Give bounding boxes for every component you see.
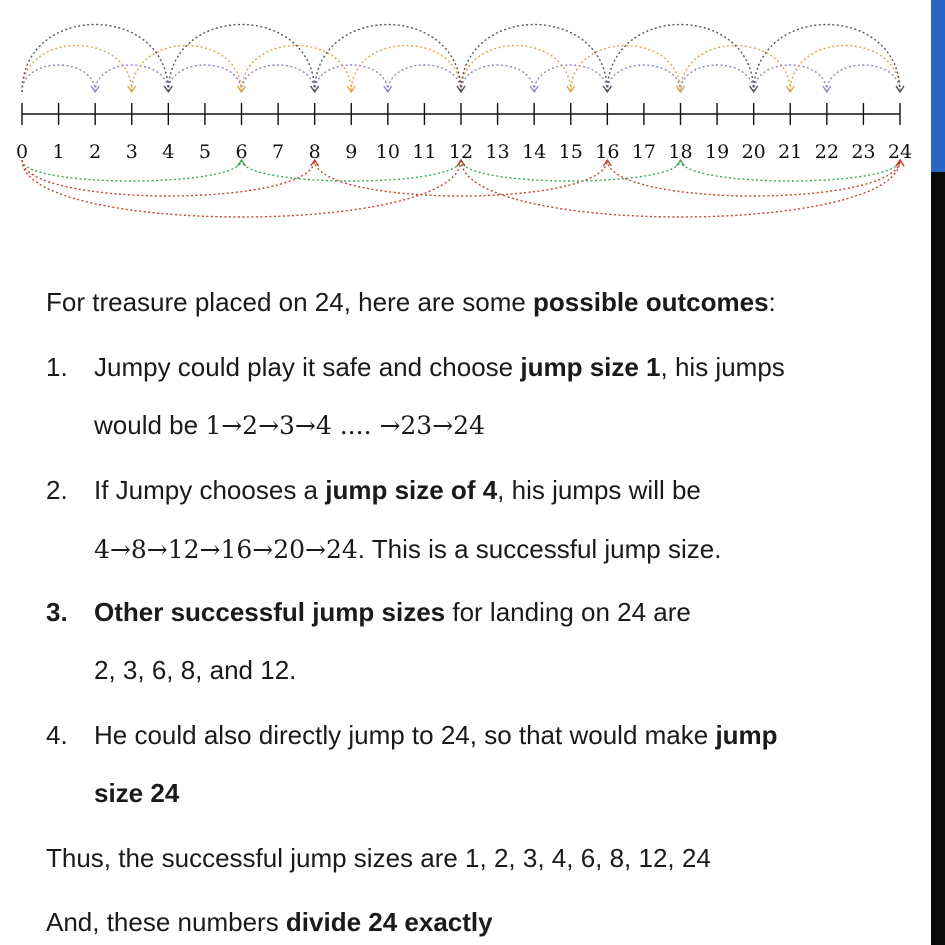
conclusion-text: And, these numbers: [46, 907, 286, 937]
tick-label-13: 13: [485, 141, 510, 163]
tick-label-7: 7: [272, 141, 285, 163]
right-dark-bar: [931, 172, 945, 945]
tick-label-14: 14: [522, 141, 547, 163]
conclusion-line-1: Thus, the successful jump sizes are 1, 2, 3, 4, 6, 8, 12, 24: [46, 843, 711, 873]
item-1-number: 1.: [46, 352, 68, 382]
item-2-sequence: 4→8→12→16→20→24: [94, 535, 358, 564]
tick-label-21: 21: [778, 141, 803, 163]
tick-label-4: 4: [162, 141, 175, 163]
item-4-bold: jump: [715, 720, 778, 750]
intro-line: [46, 285, 776, 319]
item-2-text-after: , his jumps will be: [497, 475, 701, 505]
item-2-line-1: [94, 473, 701, 507]
tick-label-23: 23: [851, 141, 876, 163]
tick-label-5: 5: [198, 141, 211, 163]
item-3-bold: Other successful jump sizes: [94, 597, 446, 627]
item-1-line-2: [94, 408, 485, 443]
item-1-sequence: 1→2→3→4 .... →23→24: [205, 411, 485, 440]
tick-label-16: 16: [595, 141, 620, 163]
item-2-success: . This is a successful jump size.: [357, 534, 722, 564]
item-4-line-1: [94, 718, 778, 752]
tick-label-24: 24: [887, 141, 913, 163]
item-2-bold: jump size of 4: [325, 475, 498, 505]
item-1-text-after: , his jumps: [660, 352, 785, 382]
tick-label-0: 0: [15, 141, 29, 163]
tick-label-12: 12: [448, 141, 474, 163]
intro-colon: :: [768, 287, 776, 317]
item-1-text: Jumpy could play it safe and choose: [94, 352, 521, 382]
item-3-line-1: [94, 595, 691, 629]
intro-bold: possible outcomes: [533, 287, 769, 317]
item-4-text: He could also directly jump to 24, so that would make: [94, 720, 716, 750]
tick-label-18: 18: [668, 141, 693, 163]
right-accent-bar: [931, 0, 945, 172]
item-1-line-1: [94, 350, 785, 384]
tick-label-15: 15: [558, 141, 583, 163]
tick-label-1: 1: [52, 141, 65, 163]
conclusion-line-2: [46, 905, 493, 939]
tick-label-22: 22: [814, 141, 839, 163]
item-3-number: 3.: [46, 597, 68, 627]
item-1-would-be: would be: [94, 410, 206, 440]
tick-label-19: 19: [704, 141, 730, 163]
conclusion-bold: divide 24 exactly: [285, 907, 493, 937]
intro-text: For treasure placed on 24, here are some: [46, 287, 534, 317]
item-2-number: 2.: [46, 475, 68, 505]
tick-label-11: 11: [412, 141, 437, 163]
item-3-line-2: 2, 3, 6, 8, and 12.: [94, 655, 297, 685]
tick-label-10: 10: [375, 141, 400, 163]
item-4-line-2: size 24: [94, 778, 180, 808]
item-3-text: for landing on 24 are: [445, 597, 691, 627]
item-2-text: If Jumpy chooses a: [94, 475, 326, 505]
item-2-line-2: [94, 532, 721, 567]
tick-label-6: 6: [235, 141, 248, 163]
item-4-number: 4.: [46, 720, 68, 750]
tick-label-3: 3: [125, 141, 138, 163]
tick-label-17: 17: [631, 141, 657, 163]
item-1-bold: jump size 1: [520, 352, 661, 382]
tick-label-2: 2: [89, 141, 102, 163]
tick-label-20: 20: [741, 141, 766, 163]
tick-label-9: 9: [345, 141, 358, 163]
tick-label-8: 8: [308, 141, 321, 163]
